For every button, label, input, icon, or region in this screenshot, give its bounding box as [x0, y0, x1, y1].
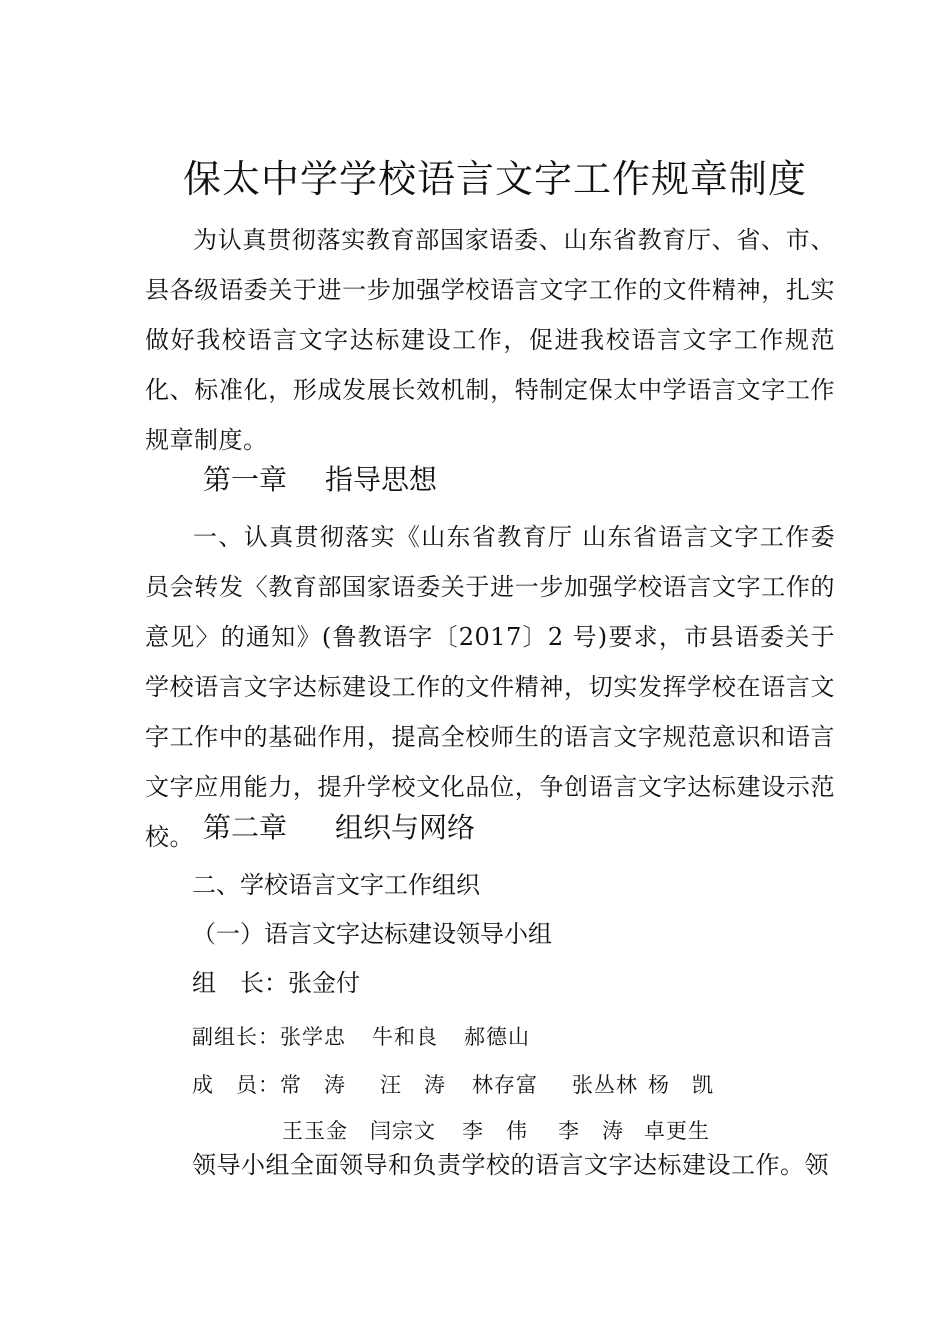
member-name: 张丛林 — [572, 1073, 638, 1097]
chapter-2-number: 第二章 — [203, 811, 288, 844]
member-name: 汪 涛 — [380, 1073, 446, 1097]
leader-label: 组 长： — [192, 969, 288, 997]
member-name: 杨 凯 — [648, 1073, 714, 1097]
subsection-2-1-heading: （一）语言文字达标建设领导小组 — [192, 920, 552, 948]
deputy-name: 郝德山 — [464, 1025, 530, 1049]
document-title: 保太中学学校语言文字工作规章制度 — [182, 157, 807, 201]
deputy-line — [192, 1021, 530, 1051]
member-name: 李 涛 — [558, 1119, 624, 1143]
member-name: 李 伟 — [462, 1119, 528, 1143]
member-name: 王玉金 — [282, 1119, 348, 1143]
section-1-paragraph: 一、认真贯彻落实《山东省教育厅 山东省语言文字工作委员会转发〈教育部国家语委关于进一步加强学校语言文字工作的意见〉的通知》(鲁教语字〔2017〕2 号)要求，市县语委关于学校语言文字达标建设工作的文件精神，切实发挥学校在语言文字工作中的基础作用，提高全校师生的语言文字规范意识和语言文字应用能力，提升学校文化品位，争创语言文字达标建设示范校。 — [145, 523, 835, 851]
closing-paragraph: 领导小组全面领导和负责学校的语言文字达标建设工作。领 — [192, 1151, 829, 1179]
deputy-name: 牛和良 — [372, 1025, 438, 1049]
intro-paragraph: 为认真贯彻落实教育部国家语委、山东省教育厅、省、市、县各级语委关于进一步加强学校语言文字工作的文件精神，扎实做好我校语言文字达标建设工作，促进我校语言文字工作规范化、标准化，形成发展长效机制，特制定保太中学语言文字工作规章制度。 — [145, 226, 835, 454]
member-name: 卓更生 — [644, 1119, 710, 1143]
member-name: 常 涛 — [280, 1073, 346, 1097]
chapter-2-heading — [203, 806, 475, 846]
leader-line — [192, 963, 360, 998]
members-label: 成 员： — [192, 1073, 280, 1097]
member-name: 林存富 — [472, 1073, 538, 1097]
chapter-1-number: 第一章 — [203, 463, 288, 496]
leader-name: 张金付 — [288, 969, 360, 997]
member-name: 闫宗文 — [370, 1119, 436, 1143]
members-line-1 — [192, 1069, 714, 1099]
section-2-heading: 二、学校语言文字工作组织 — [192, 871, 480, 899]
deputy-label: 副组长： — [192, 1025, 280, 1049]
deputy-name: 张学忠 — [280, 1025, 346, 1049]
chapter-1-heading — [203, 458, 437, 498]
chapter-1-name: 指导思想 — [325, 463, 438, 496]
chapter-2-name: 组织与网络 — [335, 811, 476, 844]
